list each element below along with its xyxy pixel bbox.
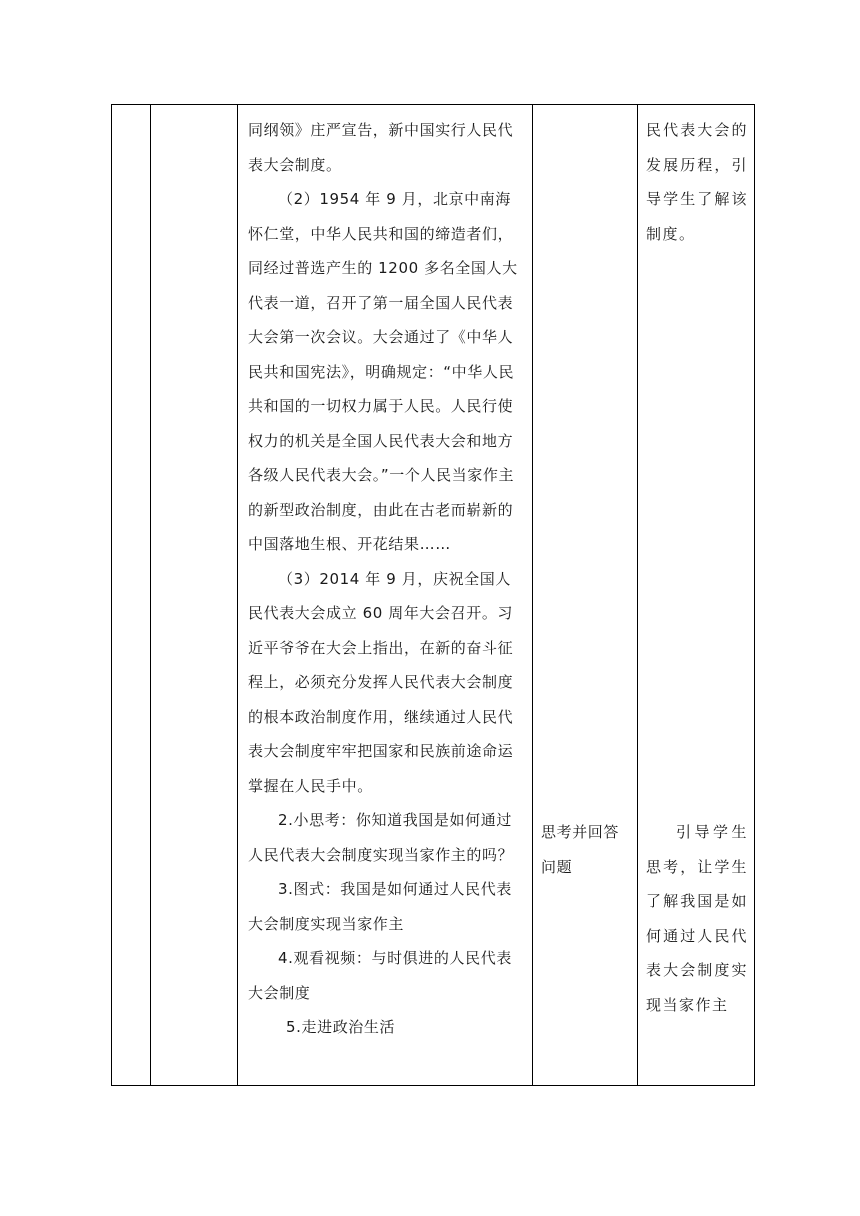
content-paragraph: 5.走进政治生活 xyxy=(286,1018,396,1036)
stage-cell xyxy=(112,105,151,1086)
teaching-content-cell xyxy=(238,105,533,1086)
design-intent-cell xyxy=(638,105,755,1086)
content-paragraph: 同纲领》庄严宣告，新中国实行人民代表大会制度。 xyxy=(248,121,514,174)
content-paragraph: （2）1954 年 9 月，北京中南海怀仁堂，中华人民共和国的缔造者们，同经过普选产生的 1200 多名全国人大代表一道，召开了第一届全国人民代表大会第一次会议。大会通过了《中华人民共和国宪法》，明确规定：“中华人民共和国的一切权力属于人民。人民行使权力的机关是全国人民代表大会和地方各级人民代表大会。”一个人民当家作主的新型政治制度，由此在古老而崭新的中国落地生根、开花结果…… xyxy=(248,190,518,553)
table-row xyxy=(112,105,755,1086)
content-paragraph: 2.小思考：你知道我国是如何通过人民代表大会制度实现当家作主的吗？ xyxy=(248,811,514,864)
lesson-plan-table xyxy=(111,104,755,1086)
design-intent-top: 民代表大会的发展历程，引导学生了解该制度。 xyxy=(646,121,748,243)
content-paragraph: 4.观看视频：与时俱进的人民代表大会制度 xyxy=(248,949,512,1002)
design-intent-bottom: 引导学生思考，让学生了解我国是如何通过人民代表大会制度实现当家作主 xyxy=(646,823,748,1014)
section-cell xyxy=(151,105,238,1086)
teaching-content xyxy=(248,113,524,1045)
content-paragraph: 3.图式：我国是如何通过人民代表大会制度实现当家作主 xyxy=(248,880,512,933)
content-paragraph: （3）2014 年 9 月，庆祝全国人民代表大会成立 60 周年大会召开。习近平爷爷在大会上指出，在新的奋斗征程上，必须充分发挥人民代表大会制度的根本政治制度作用，继续通过人民代表大会制度牢牢把国家和民族前途命运掌握在人民手中。 xyxy=(248,569,514,795)
student-activity-cell xyxy=(533,105,638,1086)
student-activity: 思考并回答问题 xyxy=(541,823,620,876)
